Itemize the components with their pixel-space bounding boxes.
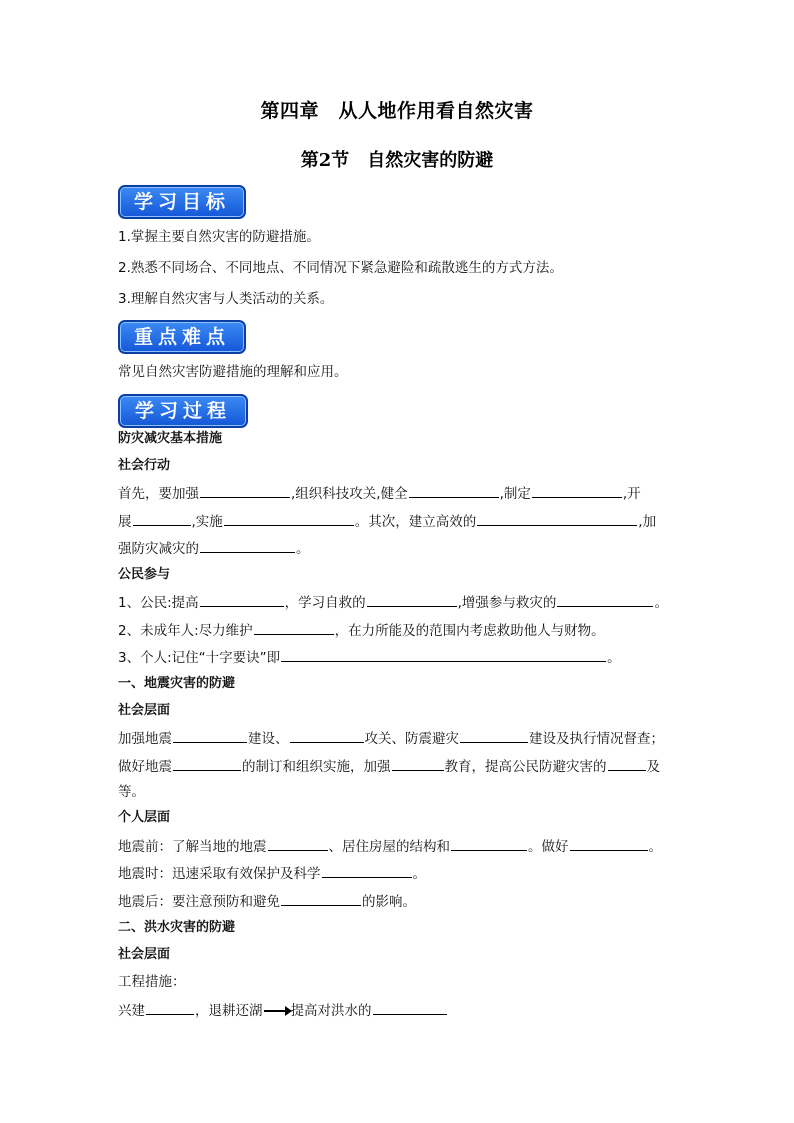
fill-blank[interactable] [200, 483, 290, 498]
fill-blank[interactable] [392, 756, 444, 771]
fill-blank[interactable] [133, 511, 191, 526]
fill-blank[interactable] [570, 836, 648, 851]
flood-heading: 二、洪水灾害的防避 [118, 920, 236, 935]
fill-blank[interactable] [477, 511, 637, 526]
key-points-badge: 重点难点 [118, 320, 246, 354]
earthquake-heading: 一、地震灾害的防避 [118, 676, 236, 691]
social-action-heading: 社会行动 [118, 458, 171, 473]
fill-blank[interactable] [532, 483, 622, 498]
objectives-badge: 学习目标 [118, 185, 246, 219]
fill-blank[interactable] [281, 647, 606, 662]
flood-line-1: 兴建 ，退耕还湖 提高对洪水的 [118, 1000, 678, 1021]
fill-blank[interactable] [322, 863, 412, 878]
earthquake-social-line-2: 做好地震 的制订和组织实施，加强 教育，提高公民防避灾害的 及 [118, 756, 678, 777]
fill-blank[interactable] [224, 511, 354, 526]
fill-blank[interactable] [268, 836, 328, 851]
arrow-right-icon [264, 1010, 290, 1012]
process-badge: 学习过程 [118, 394, 248, 428]
citizen-line-3: 3、个人:记住“十字要诀”即 。 [118, 647, 678, 668]
earthquake-social-heading: 社会层面 [118, 703, 171, 718]
fill-blank[interactable] [557, 592, 653, 607]
fill-blank[interactable] [451, 836, 527, 851]
fill-blank[interactable] [290, 728, 364, 743]
basic-measures-heading: 防灾减灾基本措施 [118, 431, 223, 446]
social-action-line-3: 强防灾减灾的 。 [118, 538, 678, 559]
fill-blank[interactable] [200, 538, 295, 553]
flood-engineering-label: 工程措施： [118, 974, 186, 990]
fill-blank[interactable] [281, 891, 361, 906]
section-title: 第2节 自然灾害的防避 [300, 150, 494, 171]
earthquake-social-line-1: 加强地震 建设、 攻关、防震避灾 建设及执行情况督查； [118, 728, 678, 749]
earthquake-during: 地震时：迅速采取有效保护及科学 。 [118, 863, 678, 884]
social-action-line-2: 展 ,实施 。其次，建立高效的 ,加 [118, 511, 678, 532]
key-points-text: 常见自然灾害防避措施的理解和应用。 [118, 364, 348, 380]
chapter-title: 第四章 从人地作用看自然灾害 [260, 100, 534, 122]
objective-1: 1.掌握主要自然灾害的防避措施。 [118, 229, 320, 245]
fill-blank[interactable] [373, 1000, 447, 1015]
objective-3: 3.理解自然灾害与人类活动的关系。 [118, 291, 334, 307]
flood-social-heading: 社会层面 [118, 947, 171, 962]
fill-blank[interactable] [200, 592, 284, 607]
earthquake-before: 地震前：了解当地的地震 、居住房屋的结构和 。做好 。 [118, 836, 678, 857]
fill-blank[interactable] [173, 756, 241, 771]
social-action-line-1: 首先，要加强 ,组织科技攻关,健全 ,制定 ,开 [118, 483, 678, 504]
earthquake-personal-heading: 个人层面 [118, 810, 171, 825]
earthquake-social-line-3: 等。 [118, 784, 145, 800]
earthquake-after: 地震后：要注意预防和避免 的影响。 [118, 891, 678, 912]
fill-blank[interactable] [367, 592, 457, 607]
citizen-line-1: 1、公民:提高 ，学习自救的 ,增强参与救灾的 。 [118, 592, 678, 613]
citizen-heading: 公民参与 [118, 567, 171, 582]
citizen-line-2: 2、未成年人:尽力维护 ，在力所能及的范围内考虑救助他人与财物。 [118, 620, 678, 641]
fill-blank[interactable] [460, 728, 528, 743]
fill-blank[interactable] [608, 756, 646, 771]
fill-blank[interactable] [254, 620, 334, 635]
fill-blank[interactable] [409, 483, 499, 498]
fill-blank[interactable] [173, 728, 247, 743]
fill-blank[interactable] [146, 1000, 194, 1015]
objective-2: 2.熟悉不同场合、不同地点、不同情况下紧急避险和疏散逃生的方式方法。 [118, 260, 563, 276]
